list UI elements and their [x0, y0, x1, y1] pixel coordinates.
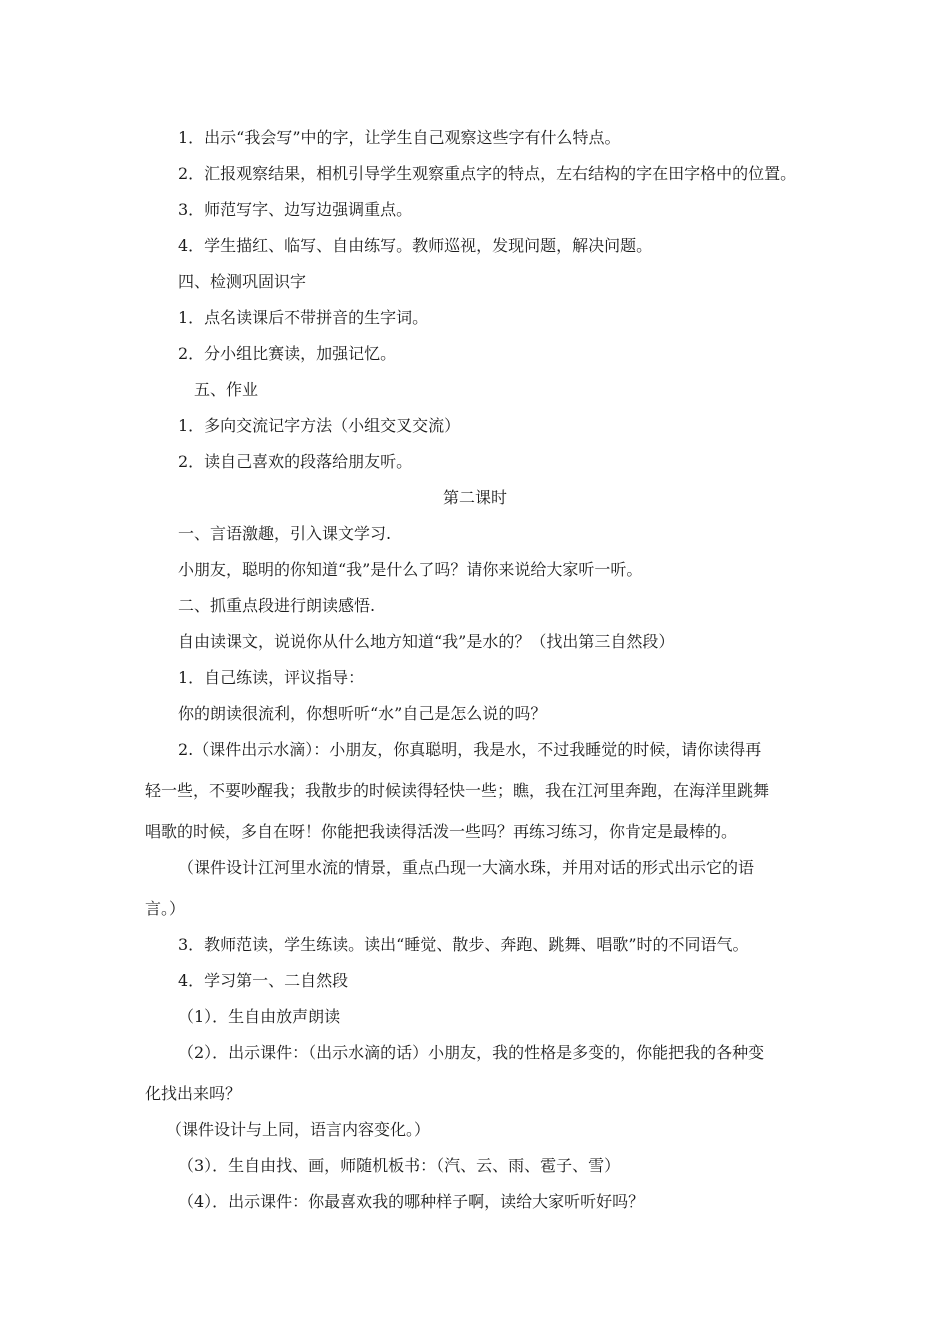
section-heading: 四、检测巩固识字 [178, 272, 307, 291]
paragraph: 唱歌的时候，多自在呀！你能把我读得活泼一些吗？再练习练习，你肯定是最棒的。 [145, 822, 738, 841]
paragraph: 小朋友，聪明的你知道“我”是什么了吗？请你来说给大家听一听。 [178, 560, 643, 579]
paragraph: 2．汇报观察结果，相机引导学生观察重点字的特点，左右结构的字在田字格中的位置。 [178, 164, 797, 183]
paragraph: （课件设计江河里水流的情景，重点凸现一大滴水珠，并用对话的形式出示它的语 [178, 858, 755, 877]
paragraph: 1．自己练读，评议指导： [178, 668, 365, 687]
paragraph: 3．师范写字、边写边强调重点。 [178, 200, 413, 219]
paragraph: 4．学习第一、二自然段 [178, 971, 349, 990]
paragraph: （2）．出示课件：（出示水滴的话）小朋友，我的性格是多变的，你能把我的各种变 [178, 1043, 765, 1062]
paragraph: 2．分小组比赛读，加强记忆。 [178, 344, 397, 363]
paragraph: 轻一些，不要吵醒我；我散步的时候读得轻快一些；瞧，我在江河里奔跑，在海洋里跳舞 [145, 781, 770, 800]
paragraph: （1）．生自由放声朗读 [178, 1007, 341, 1026]
paragraph: （4）．出示课件：你最喜欢我的哪种样子啊，读给大家听听好吗？ [178, 1192, 645, 1211]
paragraph: 2.（课件出示水滴）：小朋友，你真聪明，我是水，不过我睡觉的时候，请你读得再 [178, 740, 762, 759]
section-heading: 二、抓重点段进行朗读感悟. [178, 596, 376, 615]
paragraph: 4．学生描红、临写、自由练写。教师巡视，发现问题，解决问题。 [178, 236, 653, 255]
paragraph: 1．出示“我会写”中的字，让学生自己观察这些字有什么特点。 [178, 128, 621, 147]
paragraph: 你的朗读很流利，你想听听“水”自己是怎么说的吗？ [178, 704, 547, 723]
paragraph: （课件设计与上同，语言内容变化。） [166, 1120, 431, 1139]
paragraph: 1．多向交流记字方法（小组交叉交流） [178, 416, 461, 435]
lesson-title: 第二课时 [442, 488, 507, 507]
paragraph: 自由读课文，说说你从什么地方知道“我”是水的？（找出第三自然段） [178, 632, 675, 651]
paragraph: 言。） [145, 899, 186, 918]
paragraph: 化找出来吗？ [145, 1084, 242, 1103]
paragraph: （3）．生自由找、画，师随机板书：（汽、云、雨、雹子、雪） [178, 1156, 621, 1175]
section-heading: 一、言语激趣，引入课文学习. [178, 524, 392, 543]
paragraph: 3．教师范读，学生练读。读出“睡觉、散步、奔跑、跳舞、唱歌”时的不同语气。 [178, 935, 749, 954]
paragraph: 1．点名读课后不带拼音的生字词。 [178, 308, 429, 327]
paragraph: 2．读自己喜欢的段落给朋友听。 [178, 452, 413, 471]
section-heading: 五、作业 [194, 380, 259, 399]
